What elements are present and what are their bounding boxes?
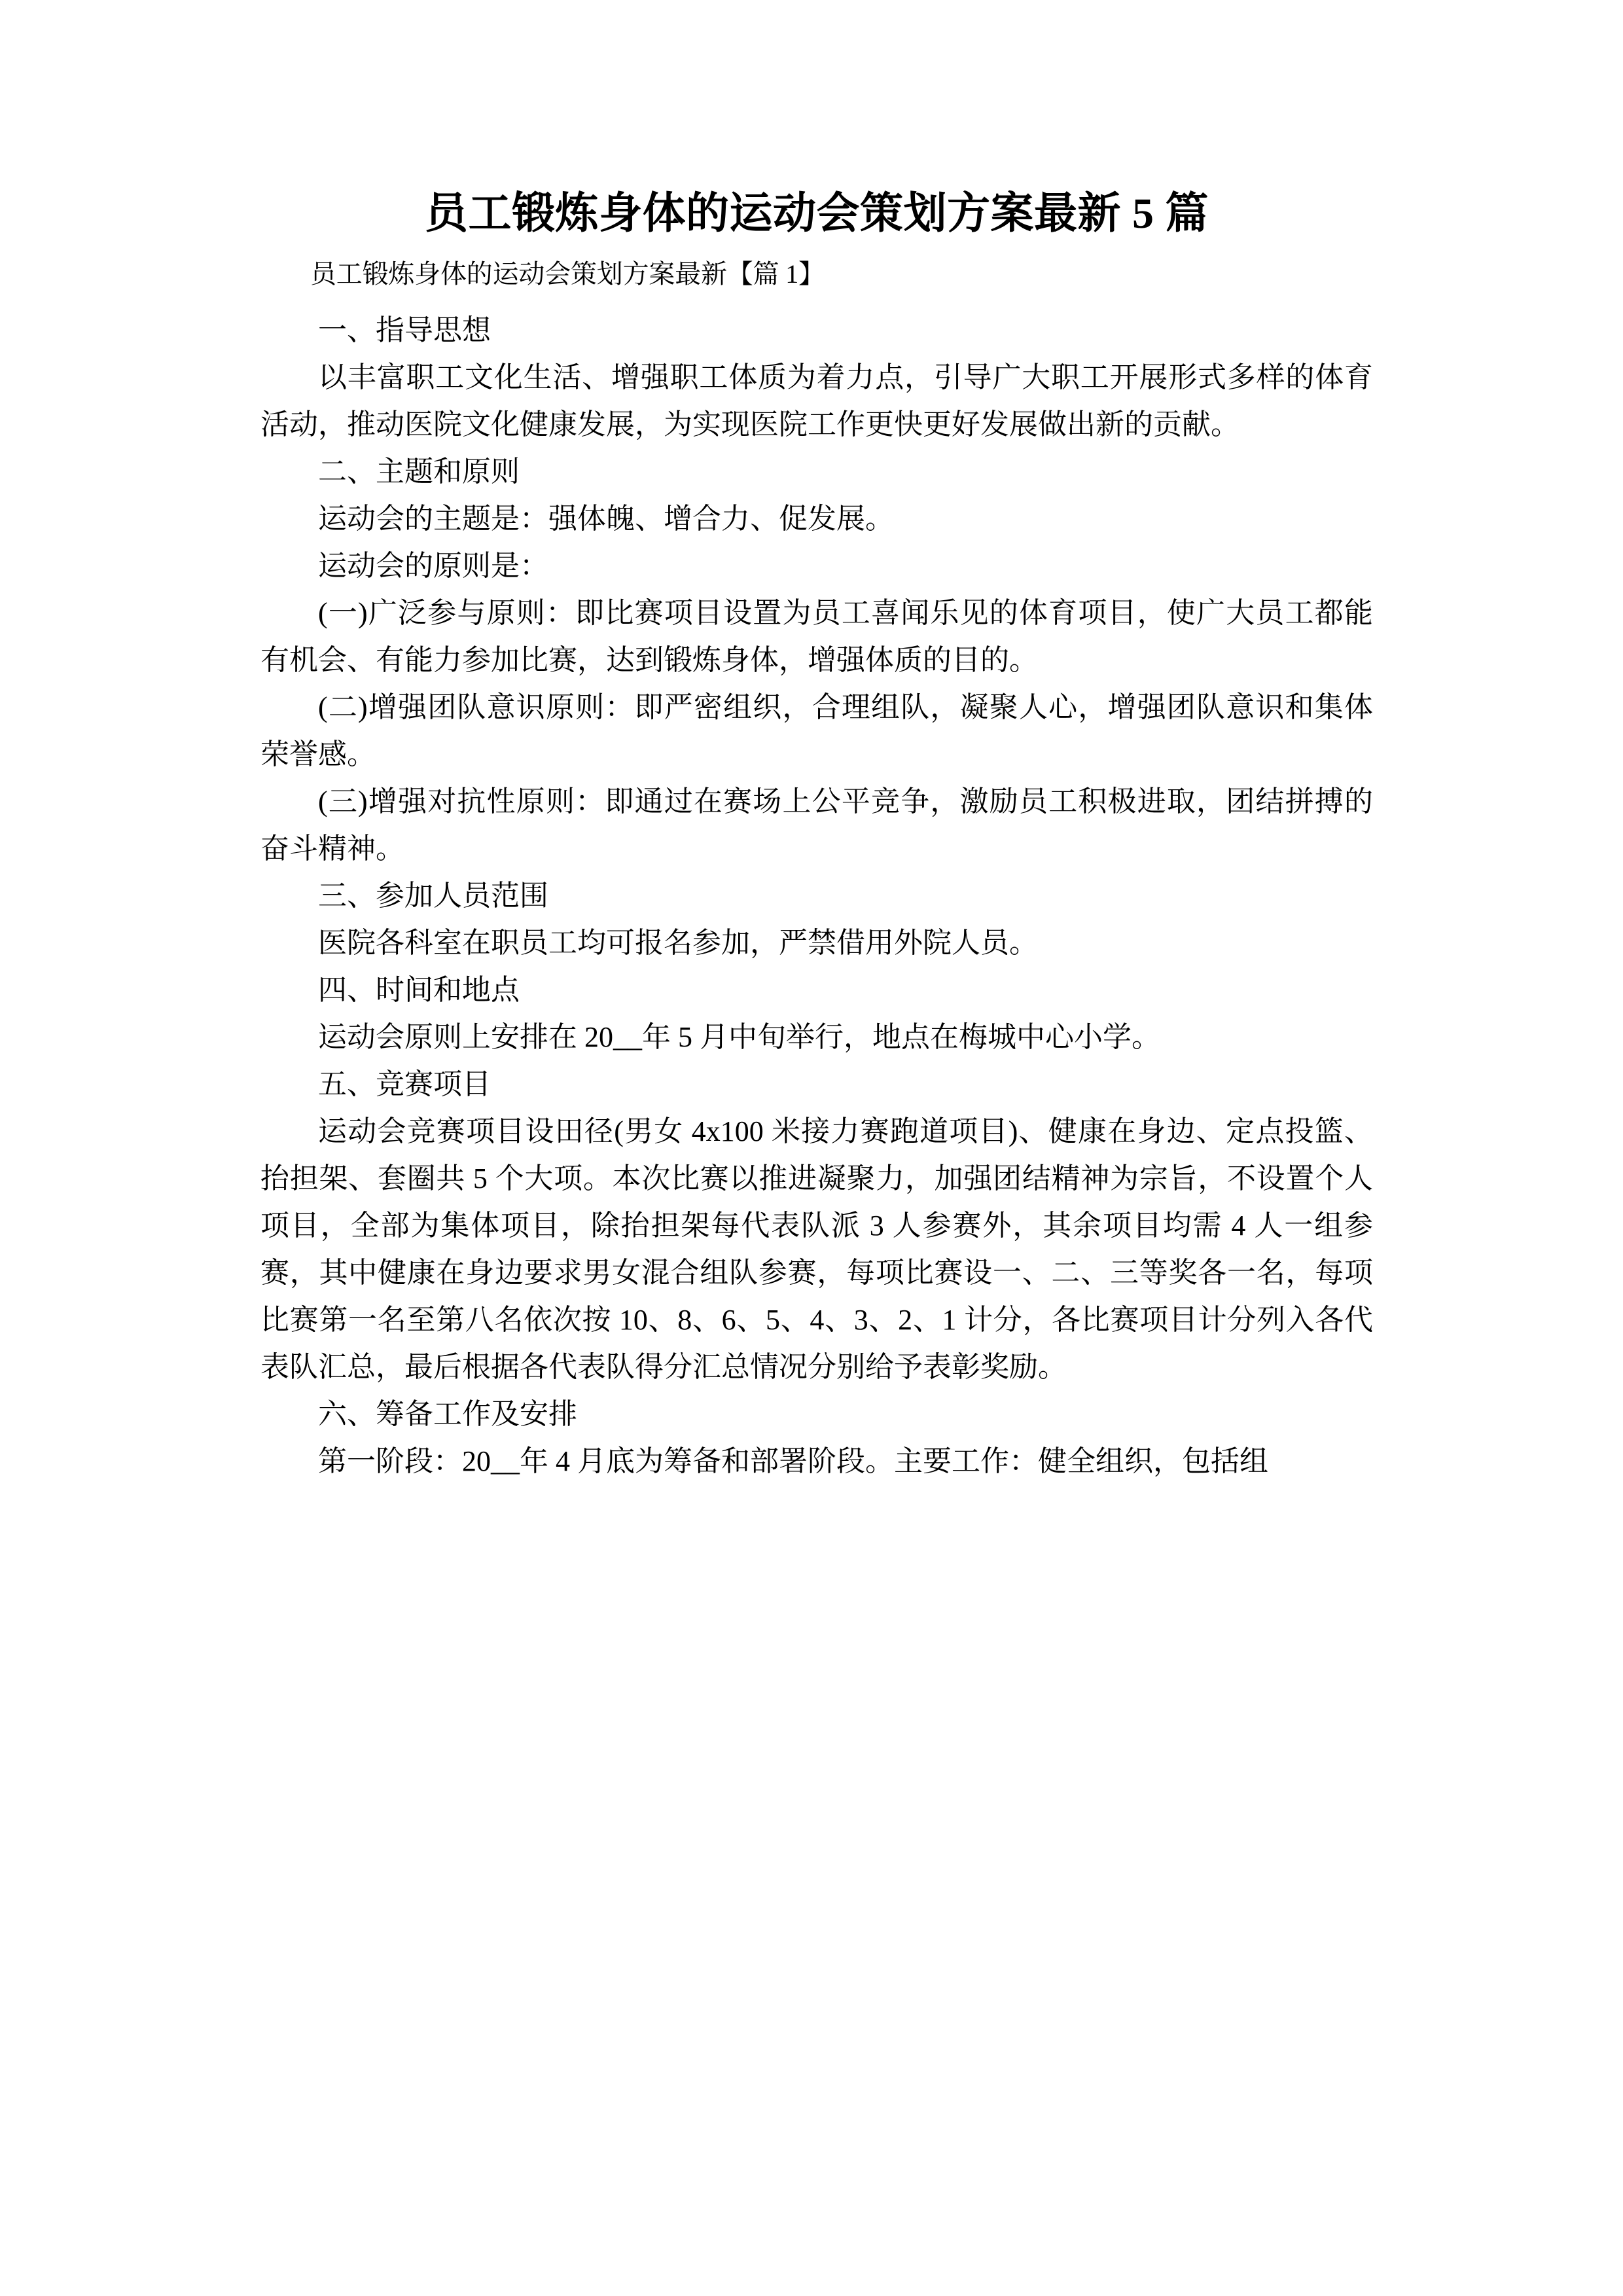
page-title: 员工锻炼身体的运动会策划方案最新 5 篇 — [425, 190, 1209, 238]
section-heading-6: 六、筹备工作及安排 — [318, 1398, 577, 1431]
document-content — [260, 0, 1373, 1485]
paragraph-phase-1: 第一阶段：20__年 4 月底为筹备和部署阶段。主要工作：健全组织，包括组 — [318, 1445, 1268, 1478]
paragraph-principle-1: (一)广泛参与原则：即比赛项目设置为员工喜闻乐见的体育项目，使广大员工都能有机会、有能力参加比赛，达到锻炼身体，增强体质的目的。 — [260, 597, 1373, 677]
paragraph-guiding: 以丰富职工文化生活、增强职工体质为着力点，引导广大职工开展形式多样的体育活动，推动医院文化健康发展，为实现医院工作更快更好发展做出新的贡献。 — [260, 361, 1373, 441]
section-heading-3: 三、参加人员范围 — [318, 880, 548, 912]
document-subtitle: 员工锻炼身体的运动会策划方案最新【篇 1】 — [310, 259, 825, 289]
section-heading-2: 二、主题和原则 — [318, 456, 520, 488]
section-heading-4: 四、时间和地点 — [318, 974, 520, 1007]
paragraph-participants: 医院各科室在职员工均可报名参加，严禁借用外院人员。 — [318, 927, 1038, 960]
paragraph-principle-3: (三)增强对抗性原则：即通过在赛场上公平竞争，激励员工积极进取，团结拼搏的奋斗精神。 — [260, 785, 1373, 865]
paragraph-time-place: 运动会原则上安排在 20__年 5 月中旬举行，地点在梅城中心小学。 — [318, 1021, 1160, 1054]
section-heading-1: 一、指导思想 — [318, 314, 491, 347]
document-body — [260, 287, 1373, 1485]
paragraph-principles-intro: 运动会的原则是： — [318, 550, 548, 583]
section-heading-5: 五、竞赛项目 — [318, 1068, 491, 1101]
paragraph-theme: 运动会的主题是：强体魄、增合力、促发展。 — [318, 503, 894, 535]
paragraph-principle-2: (二)增强团队意识原则：即严密组织，合理组队，凝聚人心，增强团队意识和集体荣誉感。 — [260, 691, 1373, 771]
paragraph-events: 运动会竞赛项目设田径(男女 4x100 米接力赛跑道项目)、健康在身边、定点投篮、抬担架、套圈共 5 个大项。本次比赛以推进凝聚力，加强团结精神为宗旨，不设置个人项目，全部为集体项目，除抬担架每代表队派 3 人参赛外，其余项目均需 4 人一组参赛，其中健康在身边要求男女混合组队参赛，每项比赛设一、二、三等奖各一名，每项比赛第一名至第八名依次按 10、8、6、5、4、3、2、1 计分，各比赛项目计分列入各代表队汇总，最后根据各代表队得分汇总情况分别给予表彰奖励。 — [260, 1115, 1373, 1384]
